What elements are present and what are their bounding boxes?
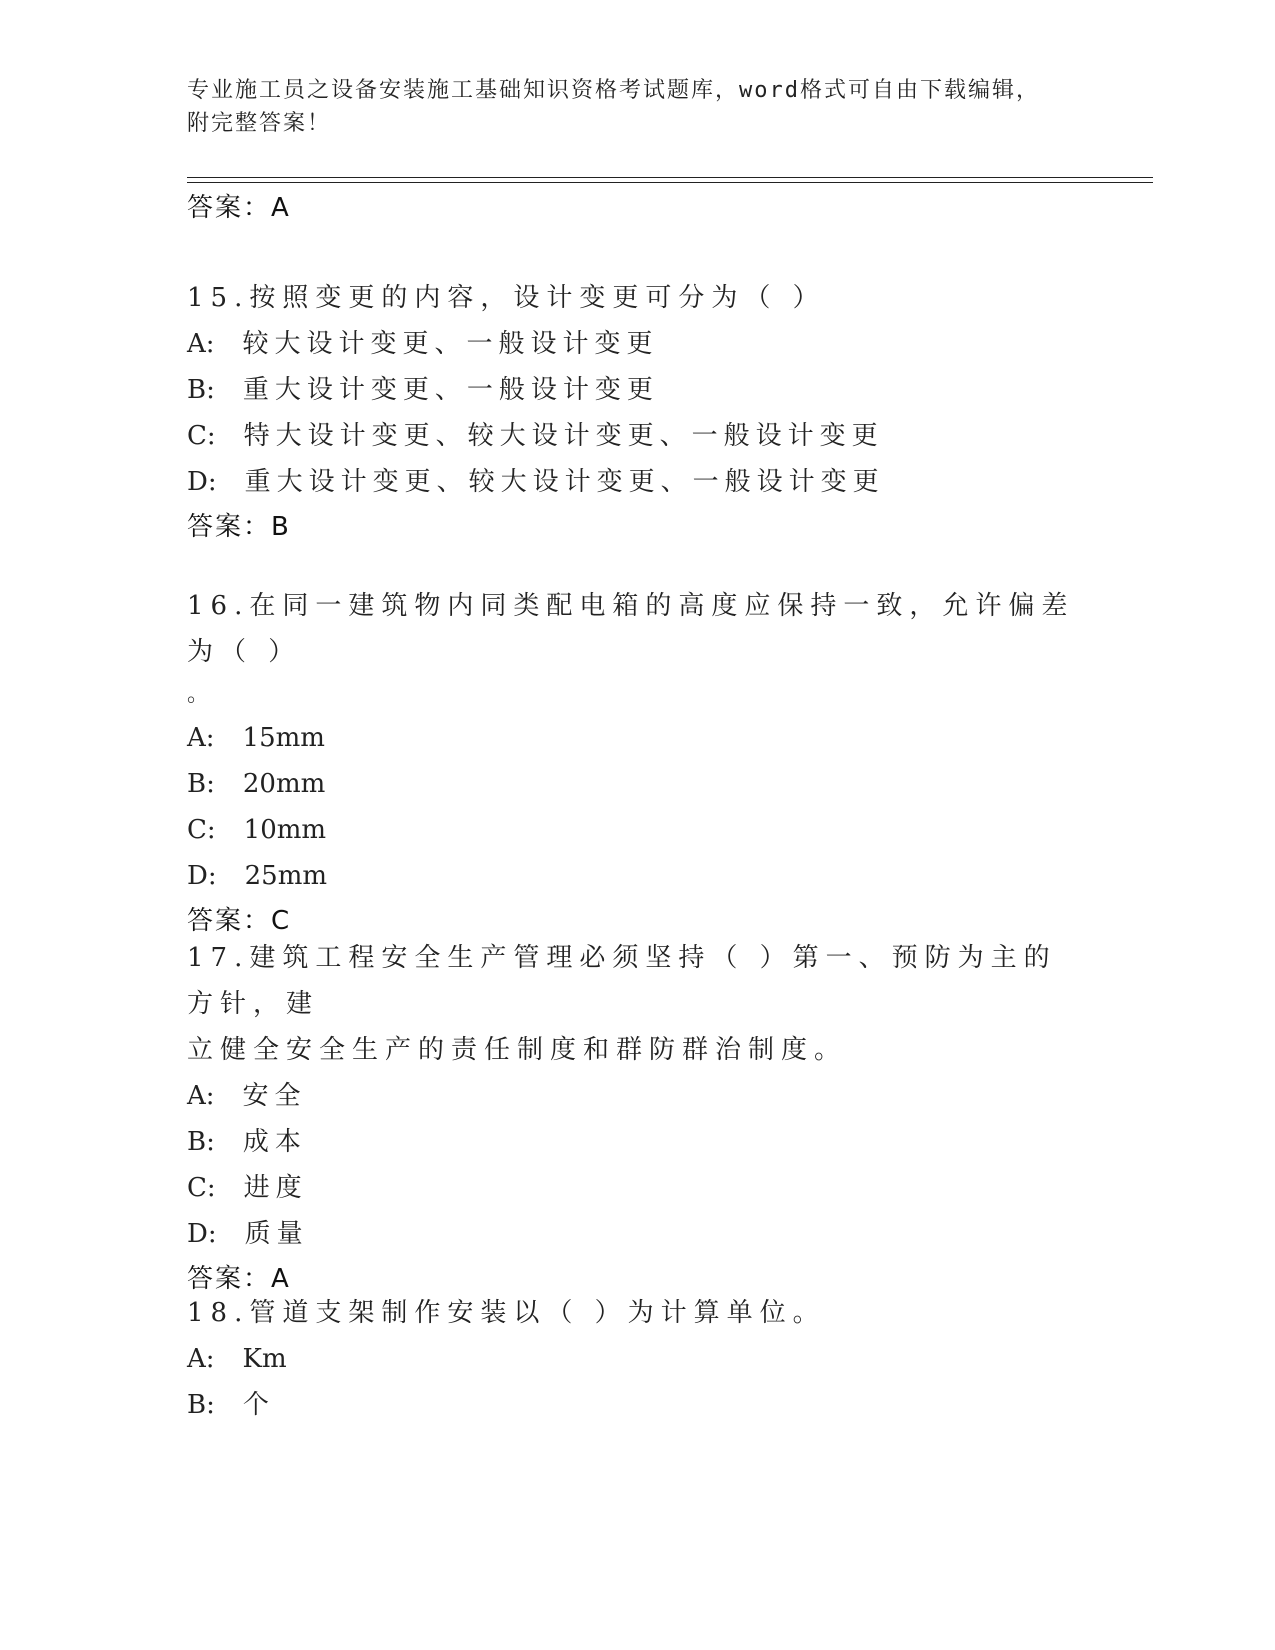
- question-stem-continuation: 。: [187, 682, 217, 707]
- option-text: 特大设计变更、较大设计变更、一般设计变更: [243, 421, 884, 451]
- question-stem: 15.按照变更的内容，设计变更可分为（ ）: [187, 283, 826, 313]
- option-text: 成本: [242, 1127, 307, 1157]
- option-letter: A:: [187, 723, 215, 753]
- option-text: 质量: [244, 1219, 309, 1249]
- option-a: [187, 1336, 1087, 1382]
- option-a: [187, 715, 1087, 761]
- question-stem: 16.在同一建筑物内同类配电箱的高度应保持一致，允许偏差为（ ）: [187, 591, 1075, 667]
- question-16: [187, 583, 1087, 943]
- option-c: [187, 1165, 1087, 1211]
- option-letter: B:: [187, 375, 215, 405]
- option-c: [187, 413, 1087, 459]
- option-d: [187, 853, 1087, 899]
- option-letter: C:: [187, 421, 216, 451]
- option-text: 进度: [243, 1173, 308, 1203]
- option-letter: B:: [187, 1390, 215, 1420]
- option-text: 15mm: [242, 723, 325, 753]
- option-letter: B:: [187, 769, 215, 799]
- header-divider-top: [187, 177, 1153, 178]
- question-15: [187, 275, 1087, 549]
- header-line-2: 附完整答案！: [187, 111, 332, 136]
- option-text: 安全: [242, 1081, 307, 1111]
- option-letter: C:: [187, 1173, 216, 1203]
- option-text: 10mm: [243, 815, 327, 845]
- option-letter: A:: [187, 1344, 215, 1374]
- document-header: [187, 74, 1087, 140]
- option-a: [187, 1073, 1087, 1119]
- option-letter: D:: [187, 1219, 217, 1249]
- question-stem-line-2: 立健全安全生产的责任制度和群防群治制度。: [187, 1035, 848, 1065]
- option-d: [187, 459, 1087, 505]
- previous-answer: 答案：A: [187, 193, 291, 223]
- option-d: [187, 1211, 1087, 1257]
- option-b: [187, 1119, 1087, 1165]
- option-letter: A:: [187, 329, 215, 359]
- option-c: [187, 807, 1087, 853]
- option-letter: D:: [187, 467, 217, 497]
- option-text: Km: [242, 1344, 287, 1374]
- option-b: [187, 761, 1087, 807]
- option-text: 重大设计变更、较大设计变更、一般设计变更: [244, 467, 885, 497]
- option-text: 重大设计变更、一般设计变更: [242, 375, 659, 405]
- option-letter: A:: [187, 1081, 215, 1111]
- option-letter: D:: [187, 861, 217, 891]
- answer-line: 答案：A: [187, 1264, 291, 1294]
- option-text: 20mm: [242, 769, 326, 799]
- question-stem-line-1: 17.建筑工程安全生产管理必须坚持（ ）第一、预防为主的方针，建: [187, 943, 1057, 1019]
- header-divider-bottom: [187, 182, 1153, 183]
- option-a: [187, 321, 1087, 367]
- header-line-1: 专业施工员之设备安装施工基础知识资格考试题库，word格式可自由下载编辑，: [187, 78, 1040, 103]
- option-text: 25mm: [244, 861, 328, 891]
- answer-line: 答案：B: [187, 512, 291, 542]
- question-stem: 18.管道支架制作安装以（ ）为计算单位。: [187, 1298, 826, 1328]
- option-b: [187, 367, 1087, 413]
- option-text: 个: [242, 1390, 275, 1420]
- option-text: 较大设计变更、一般设计变更: [242, 329, 659, 359]
- option-b: [187, 1382, 1087, 1428]
- answer-line: 答案：C: [187, 906, 292, 936]
- question-18: [187, 1290, 1087, 1428]
- option-letter: C:: [187, 815, 216, 845]
- option-letter: B:: [187, 1127, 215, 1157]
- question-17: [187, 935, 1087, 1301]
